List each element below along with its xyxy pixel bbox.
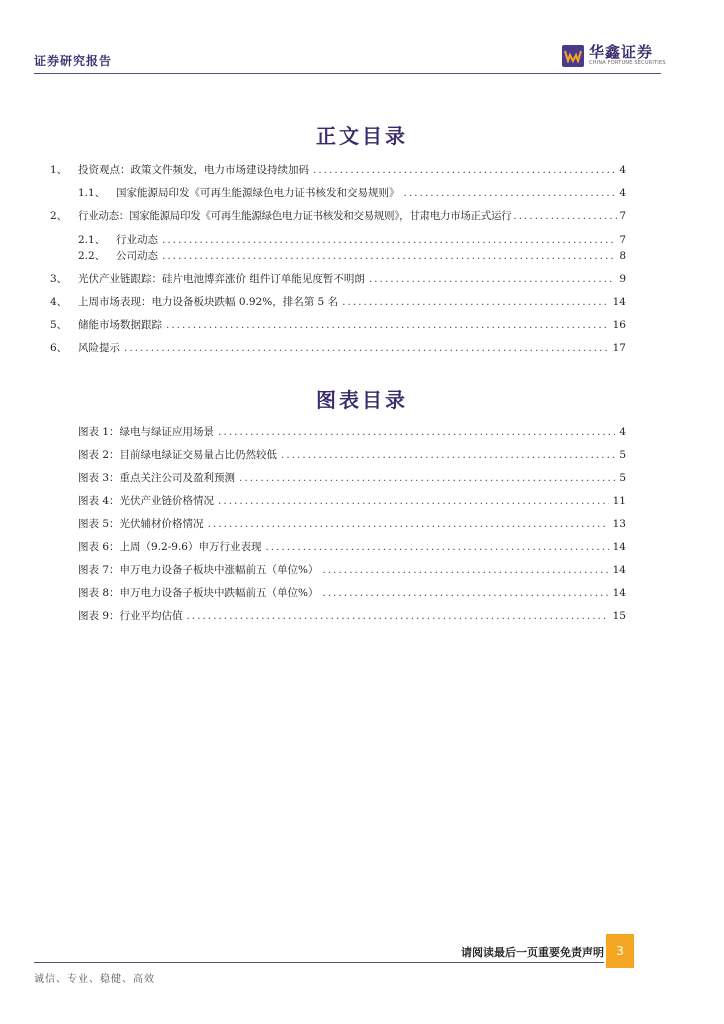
toc-item-number: 2.1、	[78, 234, 106, 246]
toc-item[interactable]	[50, 294, 626, 309]
figure-item-label: 图表 1：绿电与绿证应用场景	[78, 426, 215, 438]
toc-item-label: 行业动态：国家能源局印发《可再生能源绿色电力证书核发和交易规则》，甘肃电力市场正式运行	[78, 210, 512, 222]
toc-leader-dots	[162, 250, 615, 262]
toc-item-page: 4	[619, 164, 626, 176]
toc-leader-dots	[313, 164, 615, 176]
figure-item-label: 图表 3：重点关注公司及盈利预测	[78, 472, 236, 484]
toc-leader-dots	[323, 587, 609, 599]
toc-item-label: 风险提示	[78, 342, 120, 354]
figure-item[interactable]	[78, 447, 626, 462]
toc-leader-dots	[218, 426, 615, 438]
toc-item-number: 3、	[50, 273, 68, 285]
figure-item-page: 5	[619, 472, 626, 484]
toc-leader-dots	[218, 495, 609, 507]
toc-leader-dots	[513, 210, 617, 222]
brand-name-en: CHINA FORTUNE SECURITIES	[589, 60, 666, 66]
figure-item[interactable]	[78, 585, 626, 600]
figure-item-page: 14	[612, 587, 626, 599]
toc-item[interactable]	[78, 185, 626, 200]
toc-item-label: 上周市场表现：电力设备板块跌幅 0.92%，排名第 5 名	[78, 296, 339, 308]
toc-item[interactable]	[78, 232, 626, 247]
footer-divider	[34, 962, 604, 963]
toc-leader-dots	[162, 234, 615, 246]
toc-leader-dots	[208, 518, 609, 530]
figure-item[interactable]	[78, 539, 626, 554]
figure-item-page: 15	[612, 610, 626, 622]
company-motto: 诚信、专业、稳健、高效	[34, 974, 155, 985]
toc-item-page: 17	[612, 342, 626, 354]
toc-item-number: 2、	[50, 210, 68, 222]
figure-item-label: 图表 2：目前绿电绿证交易量占比仍然较低	[78, 449, 278, 461]
figure-item-label: 图表 6：上周（9.2-9.6）申万行业表现	[78, 541, 262, 553]
figure-item-label: 图表 7：申万电力设备子板块中涨幅前五（单位%）	[78, 564, 319, 576]
figure-item-page: 5	[619, 449, 626, 461]
toc-leader-dots	[166, 319, 609, 331]
toc-leader-dots	[404, 187, 616, 199]
toc-item-number: 1、	[50, 164, 68, 176]
page-number-badge: 3	[606, 934, 634, 968]
toc-item[interactable]	[50, 317, 626, 332]
toc-item-label: 储能市场数据跟踪	[78, 319, 162, 331]
toc-item-label: 光伏产业链跟踪：硅片电池博弈涨价 组件订单能见度暂不明朗	[78, 273, 365, 285]
toc-title: 正文目录	[316, 124, 408, 148]
toc-item-page: 8	[619, 250, 626, 262]
toc-item-label: 投资观点：政策文件频发，电力市场建设持续加码	[78, 164, 309, 176]
toc-item[interactable]	[50, 340, 626, 355]
toc-item-page: 7	[619, 210, 626, 222]
figure-item[interactable]	[78, 424, 626, 439]
figure-item-page: 13	[612, 518, 626, 530]
figure-item-page: 14	[612, 564, 626, 576]
figure-item-label: 图表 9：行业平均估值	[78, 610, 183, 622]
toc-item[interactable]	[50, 271, 626, 286]
figure-item[interactable]	[78, 470, 626, 485]
toc-item-number: 5、	[50, 319, 68, 331]
toc-item-number: 6、	[50, 342, 68, 354]
brand-name-cn: 华鑫证券	[589, 43, 654, 61]
figure-item[interactable]	[78, 493, 626, 508]
figures-title: 图表目录	[316, 388, 408, 412]
toc-item[interactable]	[78, 248, 626, 263]
toc-item-label: 公司动态	[116, 250, 158, 262]
toc-item[interactable]	[50, 208, 626, 223]
header-divider	[34, 73, 661, 74]
toc-item-number: 1.1、	[78, 187, 106, 199]
toc-leader-dots	[342, 296, 609, 308]
brand-logo	[562, 44, 666, 67]
figure-item-page: 11	[612, 495, 626, 507]
toc-leader-dots	[281, 449, 615, 461]
toc-item-page: 4	[619, 187, 626, 199]
hua-xin-logo-icon	[562, 45, 584, 67]
toc-item-page: 16	[612, 319, 626, 331]
figure-item[interactable]	[78, 516, 626, 531]
toc-item-page: 7	[619, 234, 626, 246]
figure-item-label: 图表 8：申万电力设备子板块中跌幅前五（单位%）	[78, 587, 319, 599]
toc-leader-dots	[124, 342, 609, 354]
figure-item[interactable]	[78, 608, 626, 623]
figure-item-label: 图表 4：光伏产业链价格情况	[78, 495, 215, 507]
toc-item-number: 2.2、	[78, 250, 106, 262]
toc-item-number: 4、	[50, 296, 68, 308]
toc-leader-dots	[187, 610, 609, 622]
toc-leader-dots	[239, 472, 615, 484]
toc-item-page: 14	[612, 296, 626, 308]
report-type-label: 证券研究报告	[34, 54, 113, 68]
toc-item-label: 行业动态	[116, 234, 158, 246]
figure-item[interactable]	[78, 562, 626, 577]
toc-item-page: 9	[619, 273, 626, 285]
disclaimer-link[interactable]: 请阅读最后一页重要免责声明	[461, 946, 604, 959]
toc-item-label: 国家能源局印发《可再生能源绿色电力证书核发和交易规则》	[116, 187, 400, 199]
figure-item-page: 4	[619, 426, 626, 438]
toc-leader-dots	[369, 273, 615, 285]
toc-leader-dots	[323, 564, 609, 576]
figure-item-page: 14	[612, 541, 626, 553]
figure-item-label: 图表 5：光伏辅材价格情况	[78, 518, 204, 530]
toc-leader-dots	[265, 541, 608, 553]
toc-item[interactable]	[50, 162, 626, 177]
